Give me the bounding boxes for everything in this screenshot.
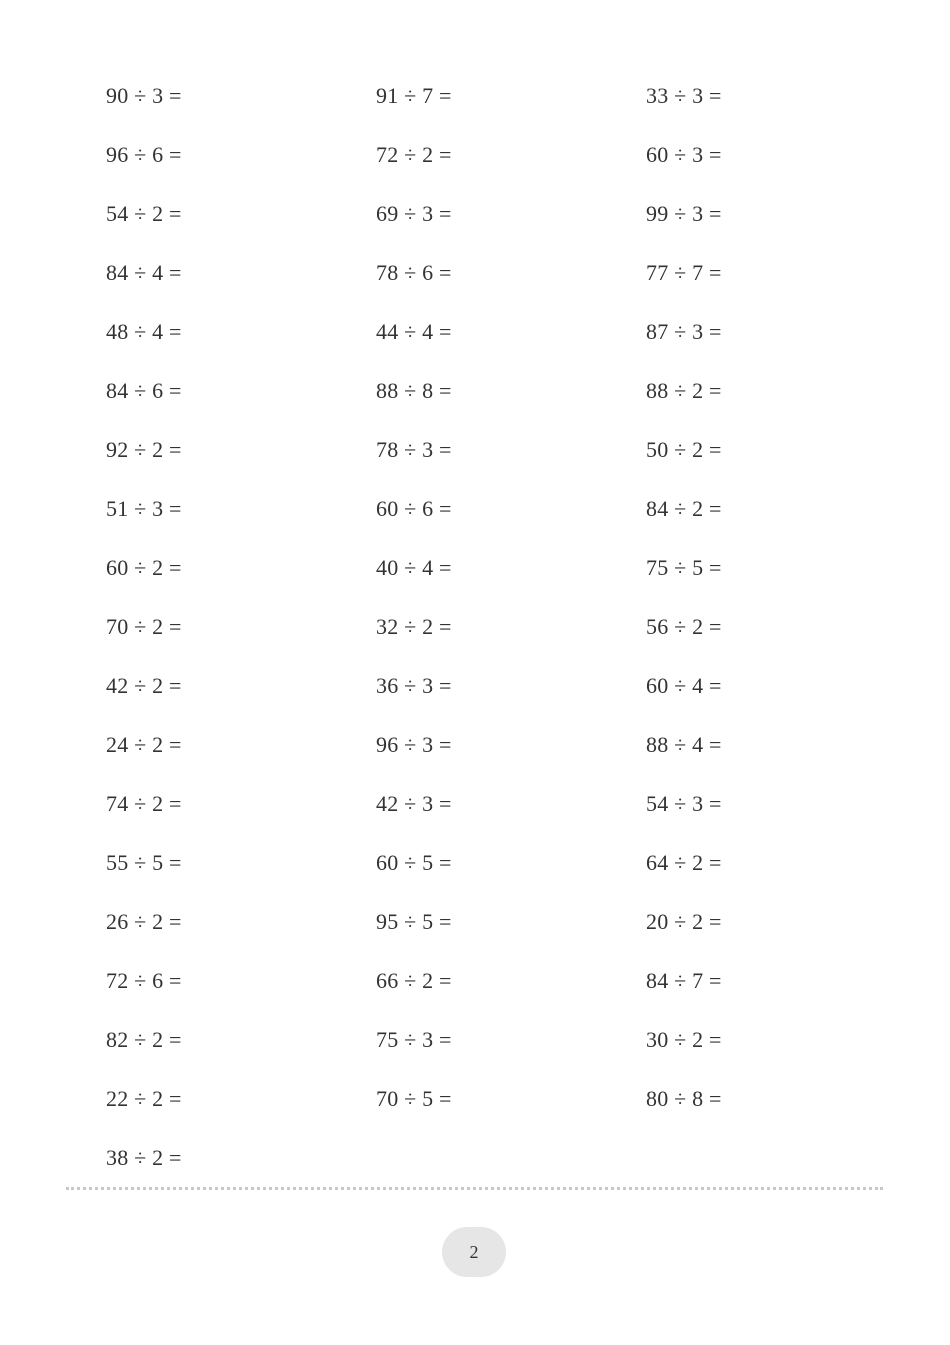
division-problem: 40 ÷ 4 = <box>376 555 452 580</box>
problem-row <box>106 668 906 727</box>
division-problem: 96 ÷ 6 = <box>106 142 182 167</box>
division-problem: 55 ÷ 5 = <box>106 850 182 875</box>
division-problem: 72 ÷ 6 = <box>106 968 182 993</box>
division-problem: 95 ÷ 5 = <box>376 909 452 934</box>
problem-row <box>106 137 906 196</box>
problem-row <box>106 491 906 550</box>
division-problem: 50 ÷ 2 = <box>646 437 722 462</box>
problem-row <box>106 1140 906 1199</box>
problem-row <box>106 963 906 1022</box>
division-problem: 44 ÷ 4 = <box>376 319 452 344</box>
division-problem: 88 ÷ 8 = <box>376 378 452 403</box>
division-problem: 70 ÷ 5 = <box>376 1086 452 1111</box>
division-problem: 30 ÷ 2 = <box>646 1027 722 1052</box>
division-problem: 33 ÷ 3 = <box>646 83 722 108</box>
problem-row <box>106 196 906 255</box>
division-problem: 60 ÷ 4 = <box>646 673 722 698</box>
division-problem: 56 ÷ 2 = <box>646 614 722 639</box>
division-problem: 75 ÷ 3 = <box>376 1027 452 1052</box>
division-problem: 54 ÷ 3 = <box>646 791 722 816</box>
division-problem: 91 ÷ 7 = <box>376 83 452 108</box>
problem-row <box>106 78 906 137</box>
division-problem: 24 ÷ 2 = <box>106 732 182 757</box>
division-problem: 48 ÷ 4 = <box>106 319 182 344</box>
division-problem: 26 ÷ 2 = <box>106 909 182 934</box>
division-problem: 32 ÷ 2 = <box>376 614 452 639</box>
problem-row <box>106 1081 906 1140</box>
division-problem: 84 ÷ 2 = <box>646 496 722 521</box>
page-number-badge <box>442 1227 506 1277</box>
division-problem: 88 ÷ 4 = <box>646 732 722 757</box>
division-problem: 38 ÷ 2 = <box>106 1145 182 1170</box>
problem-row <box>106 550 906 609</box>
division-problem: 96 ÷ 3 = <box>376 732 452 757</box>
division-problem: 42 ÷ 2 = <box>106 673 182 698</box>
division-problem: 88 ÷ 2 = <box>646 378 722 403</box>
problem-row <box>106 373 906 432</box>
division-problem: 51 ÷ 3 = <box>106 496 182 521</box>
division-problem: 64 ÷ 2 = <box>646 850 722 875</box>
division-problem: 90 ÷ 3 = <box>106 83 182 108</box>
division-problem: 84 ÷ 4 = <box>106 260 182 285</box>
division-problem: 20 ÷ 2 = <box>646 909 722 934</box>
division-problem: 84 ÷ 7 = <box>646 968 722 993</box>
division-problem: 72 ÷ 2 = <box>376 142 452 167</box>
division-problem: 69 ÷ 3 = <box>376 201 452 226</box>
problem-row <box>106 314 906 373</box>
division-problem: 60 ÷ 3 = <box>646 142 722 167</box>
dotted-divider <box>66 1187 883 1190</box>
division-problem: 22 ÷ 2 = <box>106 1086 182 1111</box>
problem-grid <box>106 78 906 1199</box>
division-problem: 80 ÷ 8 = <box>646 1086 722 1111</box>
division-problem: 77 ÷ 7 = <box>646 260 722 285</box>
division-problem: 84 ÷ 6 = <box>106 378 182 403</box>
problem-row <box>106 1022 906 1081</box>
problem-row <box>106 727 906 786</box>
division-problem: 74 ÷ 2 = <box>106 791 182 816</box>
division-problem: 42 ÷ 3 = <box>376 791 452 816</box>
division-problem: 75 ÷ 5 = <box>646 555 722 580</box>
division-problem: 82 ÷ 2 = <box>106 1027 182 1052</box>
division-problem: 60 ÷ 2 = <box>106 555 182 580</box>
page-number: 2 <box>469 1241 479 1262</box>
problem-row <box>106 904 906 963</box>
division-problem: 54 ÷ 2 = <box>106 201 182 226</box>
division-problem: 60 ÷ 5 = <box>376 850 452 875</box>
division-problem: 92 ÷ 2 = <box>106 437 182 462</box>
division-problem: 87 ÷ 3 = <box>646 319 722 344</box>
division-problem: 66 ÷ 2 = <box>376 968 452 993</box>
division-problem: 70 ÷ 2 = <box>106 614 182 639</box>
problem-row <box>106 786 906 845</box>
problem-row <box>106 255 906 314</box>
division-problem: 60 ÷ 6 = <box>376 496 452 521</box>
division-problem: 78 ÷ 6 = <box>376 260 452 285</box>
division-problem: 78 ÷ 3 = <box>376 437 452 462</box>
problem-row <box>106 432 906 491</box>
division-problem: 36 ÷ 3 = <box>376 673 452 698</box>
division-problem: 99 ÷ 3 = <box>646 201 722 226</box>
problem-row <box>106 609 906 668</box>
problem-row <box>106 845 906 904</box>
